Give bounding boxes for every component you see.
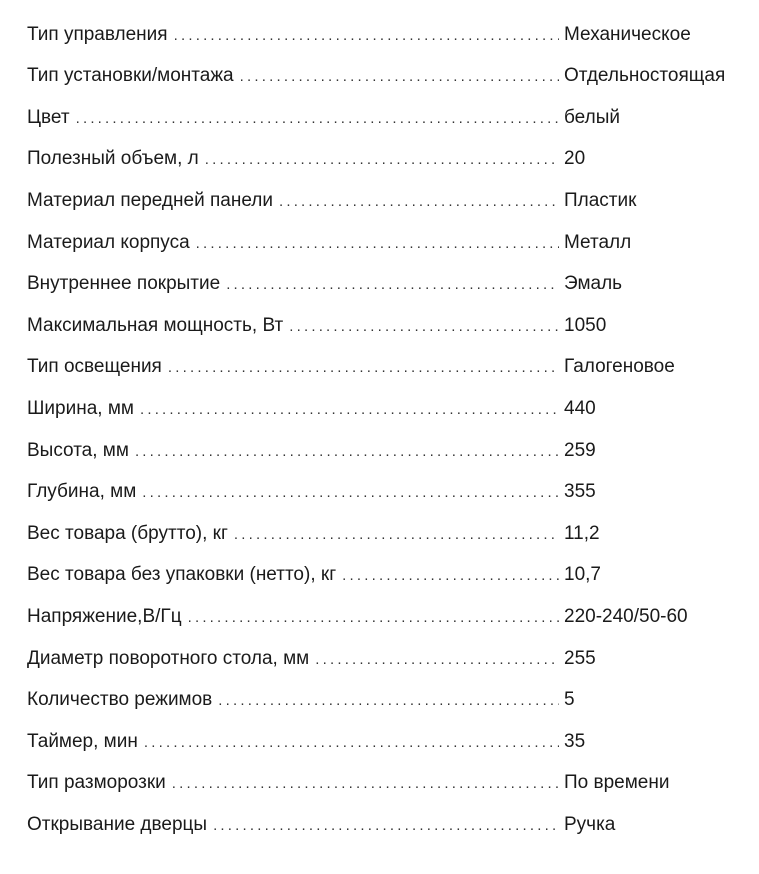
spec-name: Глубина, мм <box>27 481 137 503</box>
spec-name: Максимальная мощность, Вт <box>27 314 284 336</box>
spec-value: Металл <box>564 231 632 253</box>
spec-name-wrap <box>27 315 559 337</box>
spec-row <box>27 254 747 296</box>
spec-row <box>27 711 747 753</box>
spec-row <box>27 545 747 587</box>
spec-name: Тип установки/монтажа <box>27 65 234 87</box>
spec-value: Пластик <box>564 189 637 211</box>
spec-name-wrap <box>27 398 559 420</box>
dot-leader <box>168 358 559 378</box>
spec-row <box>27 753 747 795</box>
dot-leader <box>205 150 559 170</box>
spec-value: 355 <box>564 481 596 503</box>
spec-row <box>27 670 747 712</box>
spec-row <box>27 337 747 379</box>
dot-leader <box>342 566 559 586</box>
spec-row <box>27 628 747 670</box>
spec-name: Ширина, мм <box>27 397 134 419</box>
spec-name-wrap <box>27 481 559 503</box>
spec-name: Высота, мм <box>27 439 129 461</box>
spec-row <box>27 170 747 212</box>
spec-name: Количество режимов <box>27 689 213 711</box>
spec-row <box>27 378 747 420</box>
spec-row <box>27 87 747 129</box>
dot-leader <box>172 774 559 794</box>
dot-leader <box>218 691 559 711</box>
spec-name-wrap <box>27 648 559 670</box>
spec-value: 259 <box>564 439 596 461</box>
spec-value: 220-240/50-60 <box>564 605 688 627</box>
spec-value: По времени <box>564 772 670 794</box>
spec-name-wrap <box>27 232 559 254</box>
spec-name: Вес товара (брутто), кг <box>27 522 228 544</box>
spec-name-wrap <box>27 814 559 836</box>
spec-name-wrap <box>27 356 559 378</box>
spec-value: 10,7 <box>564 564 601 586</box>
spec-name-wrap <box>27 190 559 212</box>
dot-leader <box>135 442 559 462</box>
spec-name: Тип управления <box>27 23 168 45</box>
spec-name-wrap <box>27 148 559 170</box>
spec-value: Ручка <box>564 813 616 835</box>
spec-name: Тип освещения <box>27 356 162 378</box>
spec-name: Напряжение,В/Гц <box>27 605 182 627</box>
dot-leader <box>188 608 559 628</box>
spec-name-wrap <box>27 107 559 129</box>
spec-value: 5 <box>564 689 575 711</box>
spec-name-wrap <box>27 606 559 628</box>
spec-table <box>27 4 747 836</box>
spec-name-wrap <box>27 689 559 711</box>
spec-row <box>27 212 747 254</box>
spec-name: Открывание дверцы <box>27 813 208 835</box>
dot-leader <box>289 317 559 337</box>
spec-name: Диаметр поворотного стола, мм <box>27 647 310 669</box>
spec-name-wrap <box>27 24 559 46</box>
dot-leader <box>226 275 559 295</box>
spec-row <box>27 420 747 462</box>
spec-name: Внутреннее покрытие <box>27 273 221 295</box>
spec-value: 440 <box>564 397 596 419</box>
dot-leader <box>76 109 559 129</box>
spec-value: 20 <box>564 148 586 170</box>
spec-row <box>27 129 747 171</box>
spec-value: Эмаль <box>564 273 623 295</box>
spec-value: Механическое <box>564 23 691 45</box>
dot-leader <box>234 525 559 545</box>
dot-leader <box>213 816 559 836</box>
spec-row <box>27 462 747 504</box>
spec-name: Материал корпуса <box>27 231 190 253</box>
dot-leader <box>144 733 559 753</box>
spec-value: белый <box>564 106 620 128</box>
spec-row <box>27 503 747 545</box>
spec-name: Тип разморозки <box>27 772 166 794</box>
spec-name-wrap <box>27 564 559 586</box>
spec-name-wrap <box>27 273 559 295</box>
spec-value: 11,2 <box>564 522 600 544</box>
spec-name-wrap <box>27 440 559 462</box>
spec-row <box>27 794 747 836</box>
spec-row <box>27 46 747 88</box>
dot-leader <box>140 400 559 420</box>
spec-value: Отдельностоящая <box>564 65 726 87</box>
spec-name-wrap <box>27 523 559 545</box>
spec-name: Цвет <box>27 106 70 128</box>
spec-row <box>27 4 747 46</box>
spec-value: Галогеновое <box>564 356 675 378</box>
dot-leader <box>142 483 559 503</box>
spec-value: 255 <box>564 647 596 669</box>
dot-leader <box>240 67 559 87</box>
dot-leader <box>315 650 559 670</box>
dot-leader <box>174 26 559 46</box>
spec-name-wrap <box>27 731 559 753</box>
spec-name: Таймер, мин <box>27 730 138 752</box>
spec-name-wrap <box>27 772 559 794</box>
spec-row <box>27 295 747 337</box>
dot-leader <box>279 192 559 212</box>
spec-name-wrap <box>27 65 559 87</box>
spec-row <box>27 586 747 628</box>
spec-value: 1050 <box>564 314 607 336</box>
spec-name: Вес товара без упаковки (нетто), кг <box>27 564 337 586</box>
spec-value: 35 <box>564 730 586 752</box>
dot-leader <box>196 234 559 254</box>
spec-name: Полезный объем, л <box>27 148 199 170</box>
spec-name: Материал передней панели <box>27 189 273 211</box>
